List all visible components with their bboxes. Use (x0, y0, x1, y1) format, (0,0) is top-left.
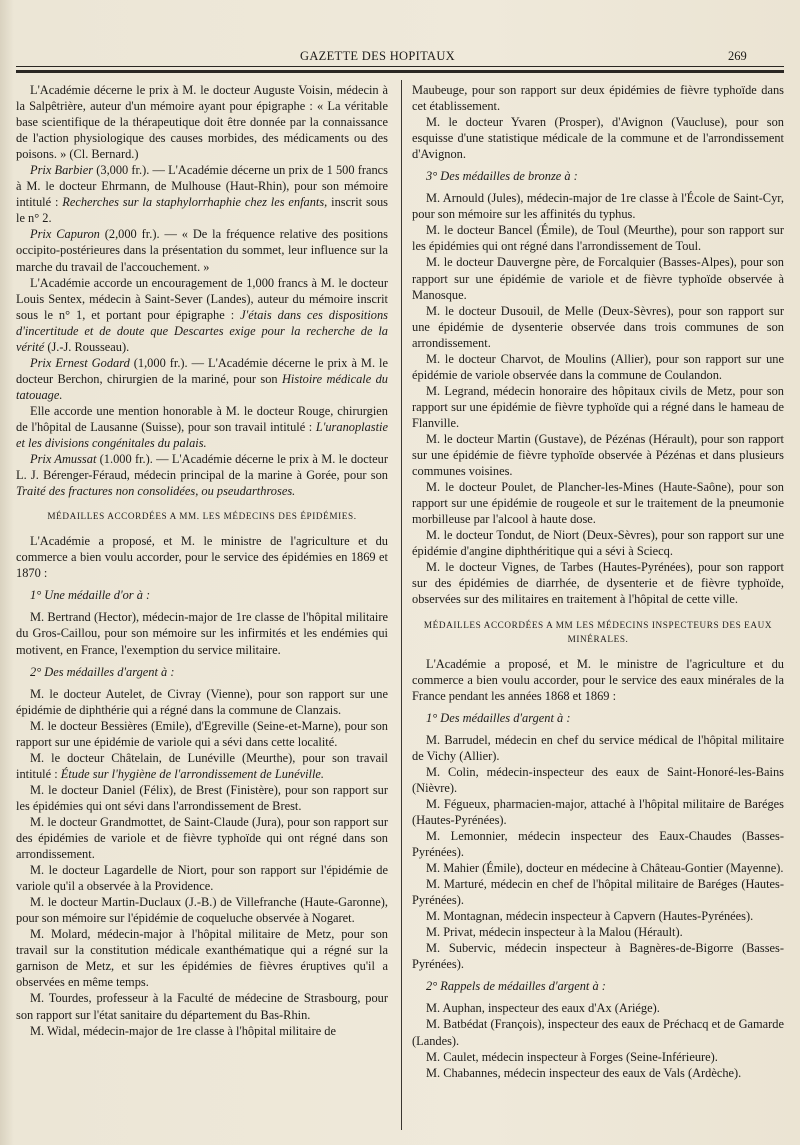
paragraph: M. le docteur Bessières (Emile), d'Egreville (Seine-et-Marne), pour son rapport sur une épidémie de variole qui a sévi dans cette localité. (16, 718, 388, 749)
paragraph: M. le docteur Daniel (Félix), de Brest (Finistère), pour son rapport sur les épidémies qui ont sévi dans l'arrondissement de Brest. (16, 782, 388, 813)
left-column (16, 82, 388, 1039)
paragraph: M. le docteur Martin-Duclaux (J.-B.) de Villefranche (Haute-Garonne), pour son mémoire sur l'épidémie de coqueluche observée à Nogaret. (16, 895, 388, 926)
section-heading: MÉDAILLES ACCORDÉES A MM. LES MÉDECINS DES ÉPIDÉMIES. (47, 511, 357, 522)
paragraph: M. le docteur Lagardelle de Niort, pour son rapport sur l'épidémie de variole qu'il a observée à la Providence. (16, 863, 388, 894)
section-heading: MÉDAILLES ACCORDÉES A MM LES MÉDECINS INSPECTEURS DES EAUX MINÉRALES. (423, 619, 773, 644)
paragraph: M. Subervic, médecin inspecteur à Bagnères-de-Bigorre (Basses-Pyrénées). (412, 941, 784, 972)
journal-title: GAZETTE DES HOPITAUX (300, 49, 455, 63)
paragraph: M. le docteur Dusouil, de Melle (Deux-Sèvres), pour son rapport sur une épidémie de dysenterie observée dans trois communes de son arrondissement. (412, 303, 784, 350)
paragraph: Prix Amussat (1.000 fr.). — L'Académie décerne le prix à M. le docteur L. J. Bérenger-Féraud, médecin principal de la marine à Gorée, pour son Traité des fractures non consolidées, ou pseudarthroses. (16, 452, 388, 499)
paragraph: M. Widal, médecin-major de 1re classe à l'hôpital militaire de (30, 1023, 337, 1038)
subheading: 2° Rappels de médailles d'argent à : (426, 979, 606, 994)
paragraph: M. le docteur Tondut, de Niort (Deux-Sèvres), pour son rapport sur une épidémie d'angine diphthéritique qui a sévi à Sciecq. (412, 528, 784, 559)
paragraph: M. le docteur Charvot, de Moulins (Allier), pour son rapport sur une épidémie de variole observée dans la commune de Coulandon. (412, 351, 784, 382)
paragraph: M. Tourdes, professeur à la Faculté de médecine de Strasbourg, pour son rapport sur l'état sanitaire du département du Bas-Rhin. (16, 991, 388, 1022)
paragraph: Elle accorde une mention honorable à M. le docteur Rouge, chirurgien de l'hôpital de Lausanne (Suisse), pour son travail intitulé : L'uranoplastie et les divisions congénitales du palais. (16, 403, 388, 451)
right-column (412, 82, 784, 1081)
paragraph: M. Batbédat (François), inspecteur des eaux de Préchacq et de Gamarde (Landes). (412, 1017, 784, 1048)
paragraph: Prix Ernest Godard (1,000 fr.). — L'Académie décerne le prix à M. le docteur Berchon, chirurgien de la mariné, pour son Histoire médicale du tatouage. (16, 355, 389, 402)
paragraph: M. Marturé, médecin en chef de l'hôpital militaire de Baréges (Hautes-Pyrénées). (412, 877, 784, 908)
paragraph: M. Arnould (Jules), médecin-major de 1re classe à l'École de Saint-Cyr, pour son mémoire sur les affinités du typhus. (412, 191, 784, 222)
paragraph: L'Académie a proposé, et M. le ministre de l'agriculture et du commerce a bien voulu accorder, pour le service des épidémies en 1869 et 1870 : (16, 534, 388, 581)
paragraph: M. le docteur Vignes, de Tarbes (Hautes-Pyrénées), pour son rapport sur des épidémies de diarrhée, de dysenterie et de fièvre typhoïde, observées sur des militaires en traitement à l'hôpital de cette ville. (412, 560, 784, 607)
paragraph: M. Barrudel, médecin en chef du service médical de l'hôpital militaire de Vichy (Allier). (412, 732, 784, 763)
paragraph: M. Colin, médecin-inspecteur des eaux de Saint-Honoré-les-Bains (Nièvre). (412, 764, 784, 795)
paragraph: M. le docteur Grandmottet, de Saint-Claude (Jura), pour son rapport sur des épidémies de variole et de fièvre typhoïde qui ont régné dans son arrondissement. (16, 814, 388, 862)
header-rule-thick (16, 70, 784, 73)
paragraph: M. le docteur Châtelain, de Lunéville (Meurthe), pour son travail intitulé : Étude sur l'hygiène de l'arrondissement de Lunéville. (16, 750, 388, 781)
paragraph: M. Lemonnier, médecin inspecteur des Eaux-Chaudes (Basses-Pyrénées). (412, 828, 784, 860)
paragraph: M. Montagnan, médecin inspecteur à Capvern (Hautes-Pyrénées). (426, 909, 754, 924)
paragraph: M. Caulet, médecin inspecteur à Forges (Seine-Inférieure). (426, 1049, 718, 1064)
paragraph: M. le docteur Yvaren (Prosper), d'Avignon (Vaucluse), pour son esquisse d'une statistique médicale de la commune et de l'arrondissement d'Avignon. (412, 115, 784, 162)
paragraph: M. le docteur Poulet, de Plancher-les-Mines (Haute-Saône), pour son rapport sur une épidémie de rougeole et sur le traitement de la pneumonie morbilleuse par l'alcool à haute dose. (412, 480, 784, 527)
paragraph: M. Mahier (Émile), docteur en médecine à Château-Gontier (Mayenne). (426, 861, 784, 876)
paragraph: M. le docteur Bancel (Émile), de Toul (Meurthe), pour son rapport sur les épidémies qui ont régné dans l'arrondissement de Toul. (412, 223, 784, 254)
paragraph: Prix Capuron (2,000 fr.). — « De la fréquence relative des positions occipito-postérieures dans la présentation du sommet, leur influence sur la marche du travail de l'accouchement. » (16, 227, 388, 274)
subheading: 2° Des médailles d'argent à : (30, 664, 175, 679)
header-rule-thin (16, 66, 784, 67)
paragraph: L'Académie a proposé, et M. le ministre de l'agriculture et du commerce a bien voulu accorder, pour le service des eaux minérales de la France pendant les années 1868 et 1869 : (412, 656, 784, 703)
paragraph: L'Académie accorde un encouragement de 1,000 francs à M. le docteur Louis Sentex, médecin à Saint-Sever (Landes), auteur du mémoire inscrit sous le n° 1, et portant pour épigraphe : J'étais dans ces dispositions d'incertitude et de doute que Descartes exige pour la recherche de la vérité (J.-J. Rousseau). (16, 275, 389, 354)
paragraph: M. le docteur Autelet, de Civray (Vienne), pour son rapport sur une épidémie de diphthérie qui a régné dans la commune de Clanzais. (16, 686, 388, 717)
paragraph: M. Molard, médecin-major à l'hôpital militaire de Metz, pour son travail sur la constitution médicale exanthématique qui a régné sur la garnison de Metz, et sur les épidémies de fièvres éruptives qu'il a observées en même temps. (16, 927, 388, 990)
paragraph: M. Legrand, médecin honoraire des hôpitaux civils de Metz, pour son rapport sur une épidémie de fièvre typhoïde qui a régné dans le hameau de Flanville. (412, 383, 784, 430)
subheading: 1° Une médaille d'or à : (30, 588, 151, 603)
paragraph: M. le docteur Martin (Gustave), de Pézénas (Hérault), pour son rapport sur une épidémie de fièvre typhoïde observée à Pézénas et dans plusieurs communes voisines. (412, 431, 784, 479)
paragraph: L'Académie décerne le prix à M. le docteur Auguste Voisin, médecin à la Salpêtrière, auteur d'un mémoire ayant pour épigraphe : « La véritable base scientifique de la thérapeutique doit être donnée par la connaissance de l'action physiologique des causes morbides, des médicaments ou des poisons. » (Cl. Bernard.) (16, 83, 388, 162)
paragraph: M. Fégueux, pharmacien-major, attaché à l'hôpital militaire de Baréges (Hautes-Pyrénées). (412, 796, 784, 827)
subheading: 1° Des médailles d'argent à : (426, 710, 571, 725)
column-divider (401, 80, 402, 1130)
paragraph: Maubeuge, pour son rapport sur deux épidémies de fièvre typhoïde dans cet établissement. (412, 83, 784, 114)
paragraph: M. Auphan, inspecteur des eaux d'Ax (Ariége). (426, 1001, 660, 1016)
paragraph: M. Bertrand (Hector), médecin-major de 1re classe de l'hôpital militaire du Gros-Caillou, pour son mémoire sur les infirmités et les endémies qui motivent, en France, l'exemption du service militaire. (16, 610, 388, 657)
subheading: 3° Des médailles de bronze à : (426, 169, 578, 184)
paragraph: M. le docteur Dauvergne père, de Forcalquier (Basses-Alpes), pour son rapport sur une épidémie de variole et de fièvre typhoïde observée à Manosque. (412, 255, 784, 302)
paragraph: Prix Barbier (3,000 fr.). — L'Académie décerne un prix de 1 500 francs à M. le docteur Ehrmann, de Mulhouse (Haut-Rhin), pour son mémoire intitulé : Recherches sur la staphylorrhaphie chez les enfants, inscrit sous le n° 2. (16, 163, 388, 226)
paragraph: M. Chabannes, médecin inspecteur des eaux de Vals (Ardèche). (426, 1065, 742, 1080)
paragraph: M. Privat, médecin inspecteur à la Malou (Hérault). (426, 925, 683, 940)
page-number: 269 (728, 49, 747, 63)
